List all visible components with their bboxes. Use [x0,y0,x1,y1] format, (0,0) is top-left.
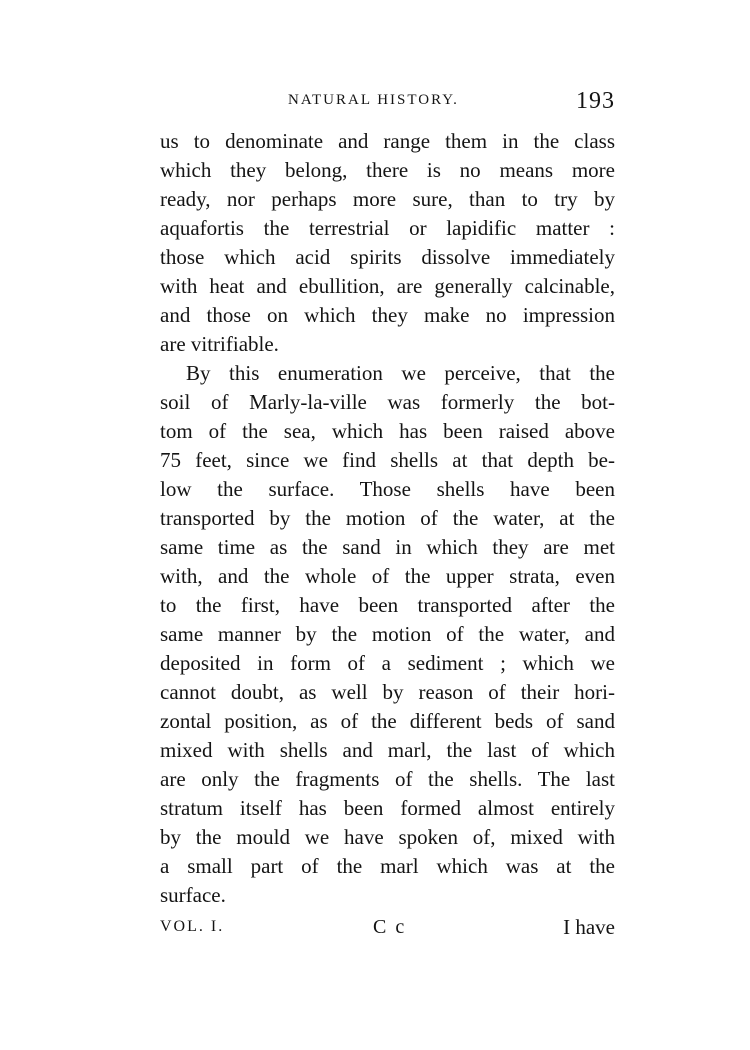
text-line: mixed with shells and marl, the last of which [160,738,615,762]
catchword: I have [563,915,615,939]
text-line: a small part of the marl which was at the [160,854,615,878]
text-line: surface. [160,883,226,907]
text-line: with heat and ebullition, are generally calcinable, [160,274,615,298]
text-line: us to denominate and range them in the class [160,129,615,153]
text-line: ready, nor perhaps more sure, than to try by [160,187,615,211]
running-title: NATURAL HISTORY. [288,92,459,108]
text-line: zontal position, as of the different beds of sand [160,709,615,733]
paragraph-2 [160,359,615,910]
paragraph-1 [160,127,615,359]
running-head [160,88,615,118]
text-line: same manner by the motion of the water, and [160,622,615,646]
text-line: are vitrifiable. [160,332,279,356]
text-line: with, and the whole of the upper strata, even [160,564,615,588]
text-line: by the mould we have spoken of, mixed with [160,825,615,849]
text-line: soil of Marly-la-ville was formerly the bot- [160,390,615,414]
text-line: are only the fragments of the shells. The last [160,767,615,791]
text-line: those which acid spirits dissolve immediately [160,245,615,269]
text-line: tom of the sea, which has been raised above [160,419,615,443]
text-line: same time as the sand in which they are met [160,535,615,559]
signature-mark: C c [373,916,407,938]
text-line: aquafortis the terrestrial or lapidific matter : [160,216,615,240]
text-line: 75 feet, since we find shells at that depth be- [160,448,615,472]
text-line: stratum itself has been formed almost entirely [160,796,615,820]
text-line: cannot doubt, as well by reason of their hori- [160,680,615,704]
text-line: which they belong, there is no means more [160,158,615,182]
text-line: By this enumeration we perceive, that the [186,361,615,385]
page-footer [160,912,615,942]
page-number: 193 [576,88,615,114]
text-line: deposited in form of a sediment ; which we [160,651,615,675]
volume-mark: VOL. I. [160,918,225,935]
body-text [160,127,615,910]
text-line: transported by the motion of the water, at the [160,506,615,530]
text-line: low the surface. Those shells have been [160,477,615,501]
text-line: and those on which they make no impression [160,303,615,327]
text-line: to the first, have been transported after the [160,593,615,617]
